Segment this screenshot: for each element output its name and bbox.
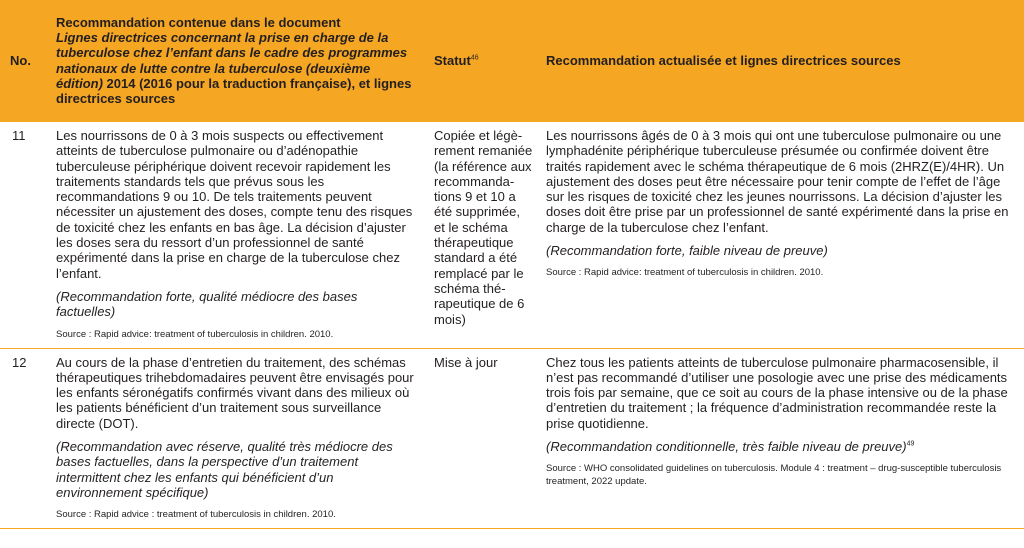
updated-grade-ref: 49 — [906, 440, 915, 448]
table-row — [0, 348, 1024, 529]
status-cell: Copiée et légèrement remaniée (la référence aux recommandations 9 et 10 a été supprimée, et le schéma thérapeutique standard a été remplacé par le schéma thérapeutique de 6 mois) — [422, 122, 540, 348]
table-header-row — [0, 0, 1024, 122]
header-rec-guideline-title: Lignes directrices concernant la prise en charge de la tuberculose chez l’enfant dans le cadre des programmes nationaux de lutte contre la tuberculose (deuxième édition) — [56, 29, 408, 91]
recommendation-text: Les nourrissons de 0 à 3 mois suspects ou effectivement atteints de tuberculose pulmonaire ou d’adénopathie tuberculeuse périphérique doivent recevoir rapidement les traitements standards tels que prévus sous les recommandations 9 ou 10. De tels traitements peuvent nécessiter un ajustement des doses, compte tenu des risques de toxicité chez les enfants en bas âge. La décision d’ajuster les doses sera du ressort d’un professionnel de santé expérimenté dans la prise en charge de la tuberculose chez l’enfant. — [56, 128, 413, 281]
header-status — [422, 0, 540, 122]
updated-grade-text: (Recommandation forte, faible niveau de preuve) — [546, 243, 828, 259]
header-rec-line1: Recommandation contenue dans le document — [56, 14, 341, 30]
row-number: 11 — [0, 122, 50, 348]
updated-text: Les nourrissons âgés de 0 à 3 mois qui ont une tuberculose pulmonaire ou une lymphadénite périphérique tuberculeuse présumée ou confirmée doivent être traités rapidement avec le schéma thérapeutique de 6 mois (2HRZ(E)/4HR). Un ajustement des doses peut être nécessaire pour tenir compte de l’effet de l’âge sur les risques de toxicité chez les jeunes nourrissons. La décision d’ajuster les doses doit être prise par un professionnel de santé expérimenté dans la prise en charge de la tuberculose chez l’enfant. — [546, 128, 1009, 235]
updated-grade — [546, 439, 1018, 454]
header-updated-recommendation: Recommandation actualisée et lignes directrices sources — [546, 52, 901, 68]
header-no: No. — [10, 52, 31, 68]
recommendation-grade: (Recommandation forte, qualité médiocre des bases factuelles) — [56, 288, 358, 320]
table-row — [0, 122, 1024, 348]
updated-source: Source : WHO consolidated guidelines on tuberculosis. Module 4 : treatment – drug-susceptible tuberculosis treatment, 2022 update. — [546, 463, 1002, 488]
original-recommendation-cell — [50, 122, 422, 348]
header-rec-rest: 2014 (2016 pour la traduction française), et lignes directrices sources — [56, 75, 412, 107]
updated-recommendation-cell — [540, 348, 1024, 529]
recommendation-grade: (Recommandation avec réserve, qualité très médiocre des bases factuelles, dans la perspective d’un traitement intermittent chez les enfants qui bénéficient d’un environnement spécifique) — [56, 439, 393, 500]
updated-text: Chez tous les patients atteints de tuberculose pulmonaire pharmacosensible, il n’est pas recommandé d’utiliser une posologie avec une prise des médicaments trois fois par semaine, que ce soit au cours de la phase intensive ou de la phase d’entretien du traitement ; la fréquence d’administration recommandée reste la prise quotidienne. — [546, 354, 1008, 431]
header-status-label: Statut — [434, 52, 471, 68]
header-status-ref: 46 — [470, 54, 479, 62]
recommendation-source: Source : Rapid advice: treatment of tuberculosis in children. 2010. — [56, 328, 334, 340]
updated-grade-text: (Recommandation conditionnelle, très faible niveau de preuve) — [546, 439, 907, 455]
original-recommendation-cell — [50, 348, 422, 529]
updated-source: Source : Rapid advice: treatment of tuberculosis in children. 2010. — [546, 267, 824, 279]
recommendation-source: Source : Rapid advice : treatment of tuberculosis in children. 2010. — [56, 509, 336, 521]
updated-grade — [546, 243, 1018, 258]
recommendation-text: Au cours de la phase d’entretien du traitement, des schémas thérapeutiques trihebdomadaires peuvent être envisagés pour les enfants séronégatifs confirmés vivant dans des milieux où les patients bénéficient d’un traitement sous surveillance directe (DOT). — [56, 354, 414, 431]
header-original-recommendation — [50, 0, 422, 122]
updated-recommendation-cell — [540, 122, 1024, 348]
status-cell: Mise à jour — [422, 348, 540, 529]
row-number: 12 — [0, 348, 50, 529]
